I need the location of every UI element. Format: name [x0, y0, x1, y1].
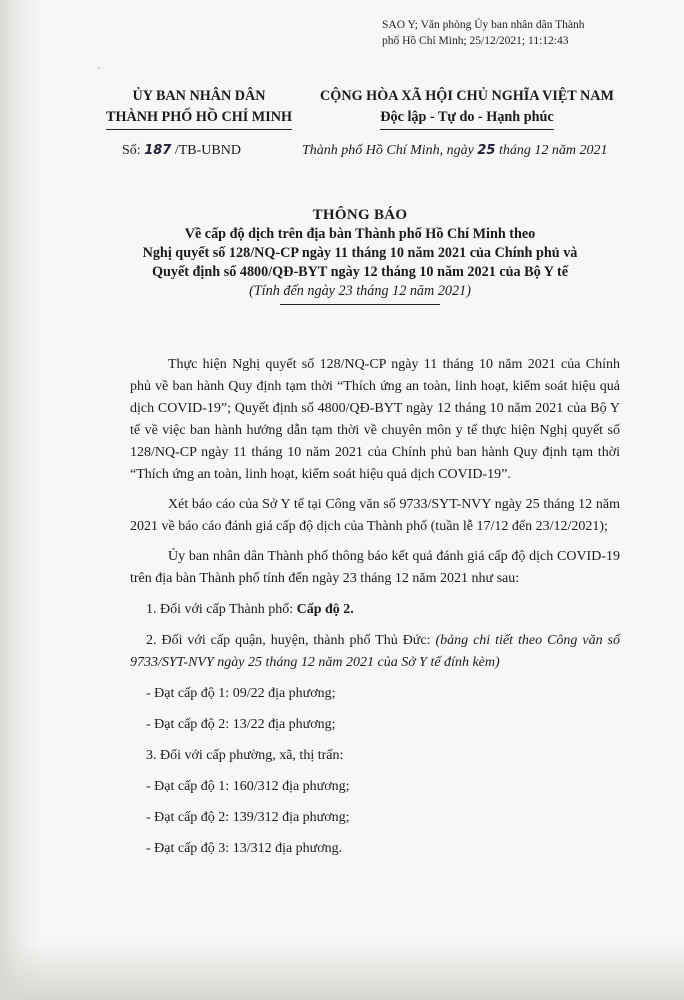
notice-subject-line-2: Nghị quyết số 128/NQ-CP ngày 11 tháng 10 năm 2021 của Chính phủ và — [142, 245, 578, 261]
handwritten-number: 187 — [144, 143, 172, 158]
copy-stamp-note — [382, 17, 644, 49]
notice-as-of-date: (Tính đến ngày 23 tháng 12 năm 2021) — [249, 283, 471, 299]
ward-level-1: - Đạt cấp độ 1: 160/312 địa phương; — [146, 779, 350, 794]
national-title: CỘNG HÒA XÃ HỘI CHỦ NGHĨA VIỆT NAM — [320, 88, 614, 104]
national-motto: Độc lập - Tự do - Hạnh phúc — [380, 107, 553, 130]
city-level-value: Cấp độ 2. — [296, 602, 354, 617]
issuer-line-2: THÀNH PHỐ HỒ CHÍ MINH — [106, 107, 292, 130]
notice-title: THÔNG BÁO — [312, 207, 408, 223]
scan-tick-mark: ' — [98, 66, 100, 77]
ward-level-2: - Đạt cấp độ 2: 139/312 địa phương; — [146, 810, 350, 825]
scan-shadow-left — [0, 0, 42, 1000]
national-header — [306, 86, 628, 130]
stamp-line-2: phố Hồ Chí Minh; 25/12/2021; 11:12:43 — [382, 35, 569, 47]
notice-subject-line-3: Quyết định số 4800/QĐ-BYT ngày 12 tháng 10 năm 2021 của Bộ Y tế — [151, 264, 569, 280]
ward-level-3: - Đạt cấp độ 3: 13/312 địa phương. — [146, 841, 343, 856]
title-underline — [280, 304, 440, 305]
item-city-level: 1. Đối với cấp Thành phố: Cấp độ 2. — [146, 602, 354, 617]
item-district-level: 2. Đối với cấp quận, huyện, thành phố Thủ Đức: (bảng chi tiết theo Công văn số 9733/SYT-NVY ngày 25 tháng 12 năm 2021 của Sở Y tế đính kèm) — [130, 633, 620, 670]
issue-date: Thành phố Hồ Chí Minh, ngày 25 tháng 12 năm 2021 — [302, 143, 608, 158]
district-level-note: (bảng chi tiết theo Công văn số 9733/SYT-NVY ngày 25 tháng 12 năm 2021 của Sở Y tế đính kèm) — [130, 633, 620, 670]
district-level-1: - Đạt cấp độ 1: 09/22 địa phương; — [146, 686, 336, 701]
paragraph-announcement: Ủy ban nhân dân Thành phố thông báo kết quả đánh giá cấp độ dịch COVID-19 trên địa bàn Thành phố tính đến ngày 23 tháng 12 năm 2021 như sau: — [130, 549, 620, 586]
notice-body — [130, 354, 620, 860]
stamp-line-1: SAO Y; Văn phòng Ủy ban nhân dân Thành — [382, 19, 585, 31]
notice-subject-line-1: Về cấp độ dịch trên địa bàn Thành phố Hồ Chí Minh theo — [184, 226, 536, 242]
issuer-line-1: ỦY BAN NHÂN DÂN — [132, 88, 266, 104]
paragraph-health-report: Xét báo cáo của Sở Y tế tại Công văn số 9733/SYT-NVY ngày 25 tháng 12 năm 2021 về báo cáo đánh giá cấp độ dịch của Thành phố (tuần lễ 17/12 đến 23/12/2021); — [130, 497, 620, 534]
paragraph-legal-basis: Thực hiện Nghị quyết số 128/NQ-CP ngày 11 tháng 10 năm 2021 của Chính phủ về ban hành Quy định tạm thời “Thích ứng an toàn, linh hoạt, kiểm soát hiệu quả dịch COVID-19”; Quyết định số 4800/QĐ-BYT ngày 12 tháng 10 năm 2021 của Bộ Y tế về việc ban hành hướng dẫn tạm thời về chuyên môn y tế thực hiện Nghị quyết số 128/NQ-CP ngày 11 tháng 10 năm 2021 của Chính phủ ban hành Quy định tạm thời “Thích ứng an toàn, linh hoạt, kiểm soát hiệu quả dịch COVID-19”. — [130, 357, 620, 482]
notice-title-block — [100, 205, 620, 305]
document-number: Số: 187 /TB-UBND — [122, 143, 241, 158]
item-ward-level: 3. Đối với cấp phường, xã, thị trấn: — [146, 748, 344, 763]
issuer-header — [88, 86, 310, 130]
scan-shadow-bottom — [0, 940, 684, 1000]
handwritten-day: 25 — [477, 143, 496, 158]
district-level-2: - Đạt cấp độ 2: 13/22 địa phương; — [146, 717, 336, 732]
